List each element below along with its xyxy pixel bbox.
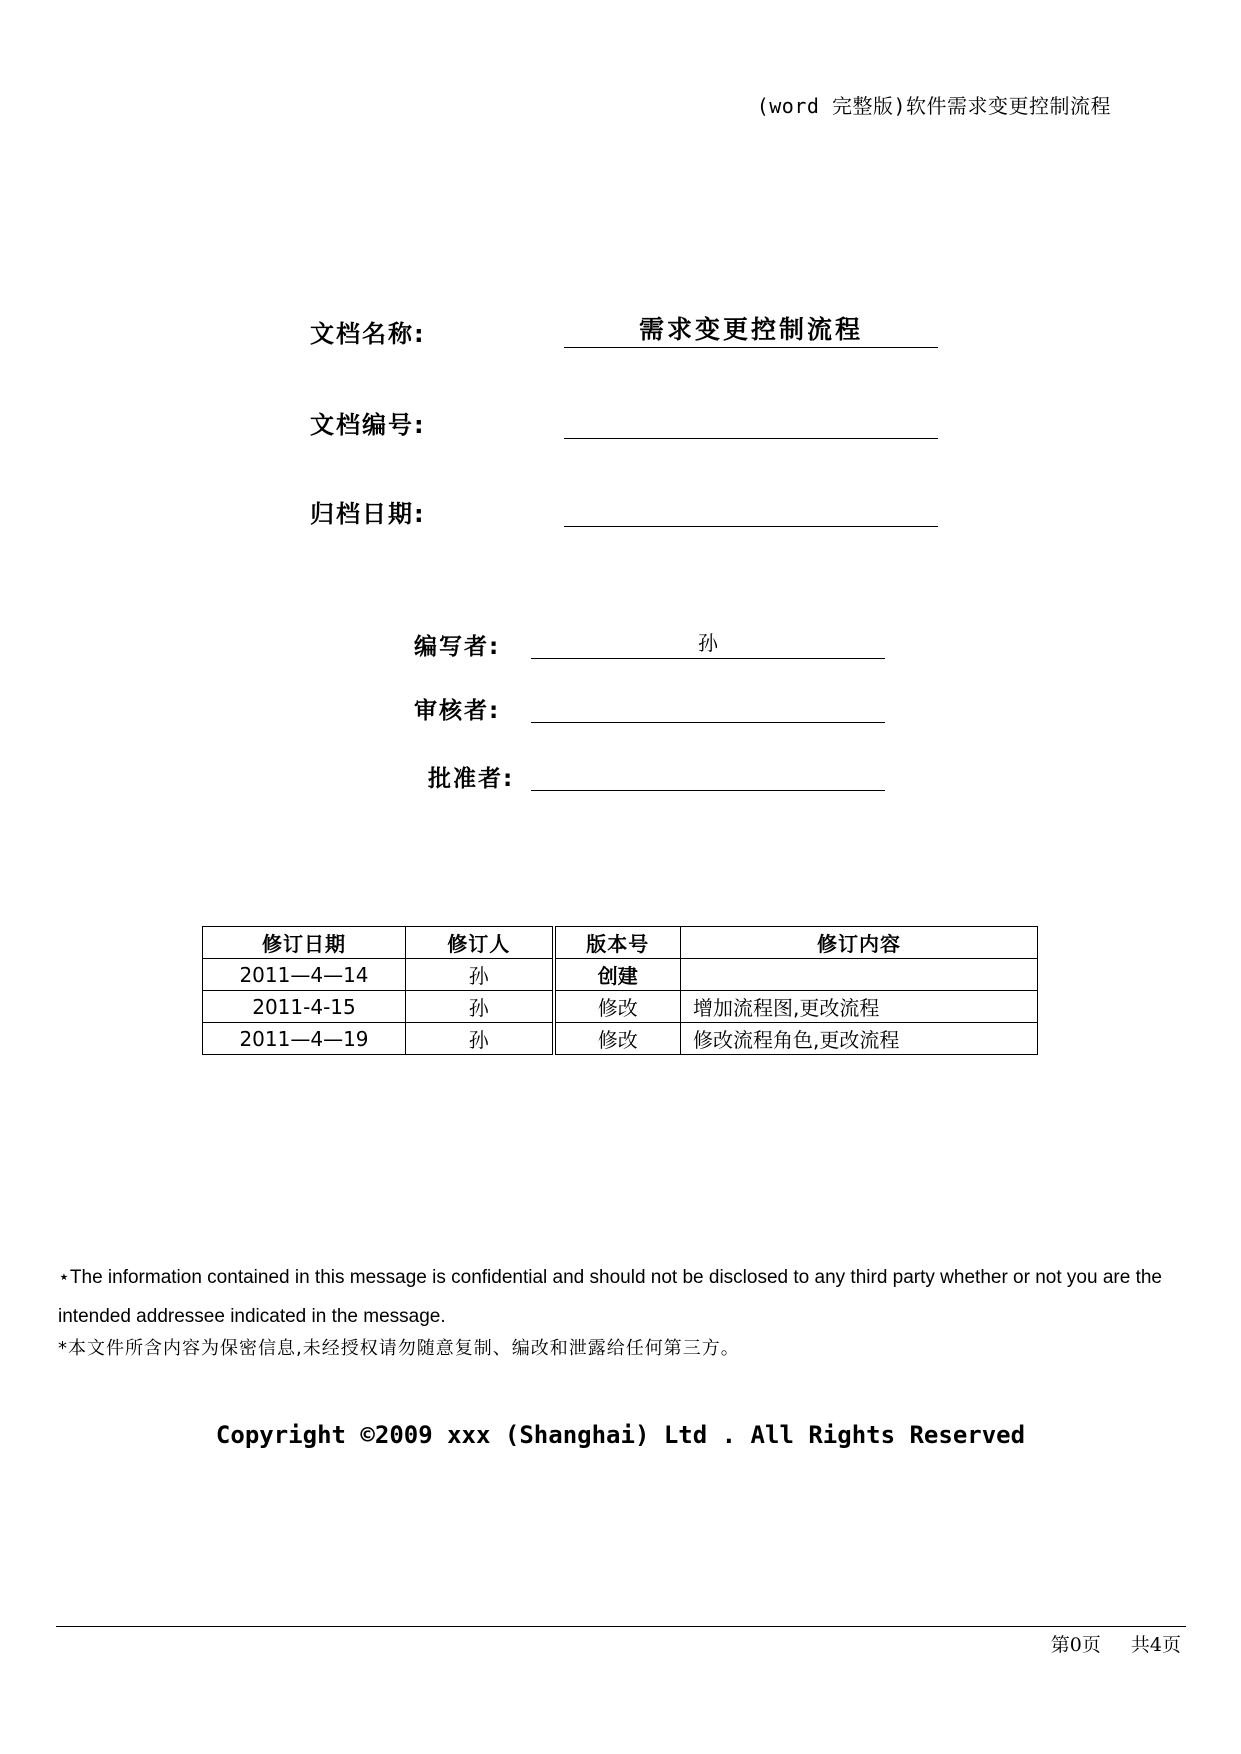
table-row xyxy=(203,991,1038,1023)
cell-content: 修改流程角色,更改流程 xyxy=(681,1023,1038,1055)
footer-rule xyxy=(56,1626,1186,1627)
page-current: 第0页 xyxy=(1050,1634,1101,1656)
header-version: 版本号 xyxy=(554,927,681,959)
page-total: 共4页 xyxy=(1130,1634,1181,1656)
table-row xyxy=(203,959,1038,991)
confidentiality-notice-cn: *本文件所含内容为保密信息,未经授权请勿随意复制、编改和泄露给任何第三方。 xyxy=(58,1338,740,1359)
doc-name-label: 文档名称: xyxy=(310,320,426,348)
archive-date-label: 归档日期: xyxy=(310,500,426,528)
header-revision-content: 修订内容 xyxy=(681,927,1038,959)
header-reviser: 修订人 xyxy=(406,927,554,959)
revision-table xyxy=(202,926,1038,1055)
table-header-row xyxy=(203,927,1038,959)
cell-version: 创建 xyxy=(554,959,681,991)
confidentiality-notice-en: ⋆The information contained in this message is confidential and should not be disclosed to any third party whether or not you are the intended addressee indicated in the message. xyxy=(58,1267,1162,1327)
header-title: (word 完整版)软件需求变更控制流程 xyxy=(756,94,1111,118)
cell-reviser: 孙 xyxy=(406,991,554,1023)
table-row xyxy=(203,1023,1038,1055)
cell-reviser: 孙 xyxy=(406,959,554,991)
cell-reviser: 孙 xyxy=(406,1023,554,1055)
archive-date-value xyxy=(564,492,938,527)
doc-name-value: 需求变更控制流程 xyxy=(564,313,938,348)
cell-date: 2011-4-15 xyxy=(203,991,406,1023)
header-revision-date: 修订日期 xyxy=(203,927,406,959)
cell-version: 修改 xyxy=(554,991,681,1023)
cell-content xyxy=(681,959,1038,991)
cell-content: 增加流程图,更改流程 xyxy=(681,991,1038,1023)
author-value: 孙 xyxy=(531,628,885,659)
cell-date: 2011—4—14 xyxy=(203,959,406,991)
reviewer-label: 审核者: xyxy=(414,698,501,724)
reviewer-value xyxy=(531,692,885,723)
doc-number-value xyxy=(564,404,938,439)
copyright-line: Copyright ©2009 xxx (Shanghai) Ltd . All Rights Reserved xyxy=(215,1421,1026,1449)
doc-number-label: 文档编号: xyxy=(310,411,426,439)
cell-date: 2011—4—19 xyxy=(203,1023,406,1055)
approver-value xyxy=(531,760,885,791)
approver-label: 批准者: xyxy=(428,766,515,792)
cell-version: 修改 xyxy=(554,1023,681,1055)
page-indicator xyxy=(1045,1630,1181,1657)
author-label: 编写者: xyxy=(414,634,501,660)
